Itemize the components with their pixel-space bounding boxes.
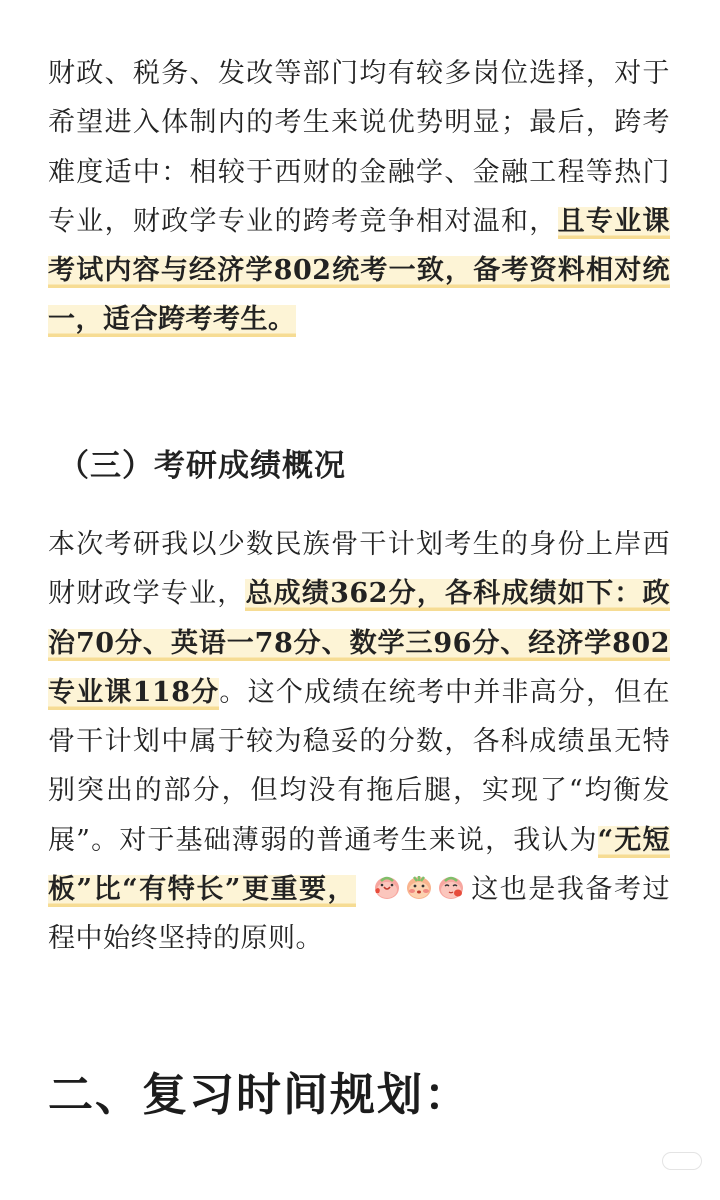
highlighted-text: 且专业课考试内容与经济学802统考一致，备考资料相对统一，适合跨考考生。	[48, 205, 671, 336]
highlighted-scores: 总成绩362分，各科成绩如下：政治70分、英语一78分、数学三96分、经济学802专业课118分	[48, 578, 671, 708]
peach-face-cheeks-icon	[404, 871, 434, 901]
paragraph-text: 财政、税务、发改等部门均有较多岗位选择，对于希望进入体制内的考生来说优势明显；最后，跨考难度适中：相较于西财的金融学、金融工程等热门专业，财政学专业的跨考竞争相对温和，	[48, 58, 670, 237]
paragraph-text: 这也是我备考过程中始终坚持的原则。	[48, 874, 671, 955]
paragraph-text: 。这个成绩在统考中并非高分，但在骨干计划中属于较为稳妥的分数，各科成绩虽无特别突出的部分，但均没有拖后腿，实现了“均衡发展”。对于基础薄弱的普通考生来说，我认为	[48, 676, 670, 856]
emoji-group	[372, 871, 468, 901]
paragraph-major-advantages	[48, 49, 670, 345]
highlighted-principle: “无短板”比“有特长”更重要，	[48, 824, 670, 906]
section-subheading: （三）考研成绩概况	[58, 448, 346, 484]
paragraph-text: 本次考研我以少数民族骨干计划考生的身份上岸西财财政学专业，	[48, 529, 670, 610]
watermark-badge	[662, 1152, 702, 1170]
peach-face-blush-icon	[436, 871, 466, 901]
section-heading: 二、复习时间规划：	[48, 1068, 472, 1121]
peach-face-heart-icon	[372, 871, 402, 901]
paragraph-score-overview	[48, 520, 670, 964]
